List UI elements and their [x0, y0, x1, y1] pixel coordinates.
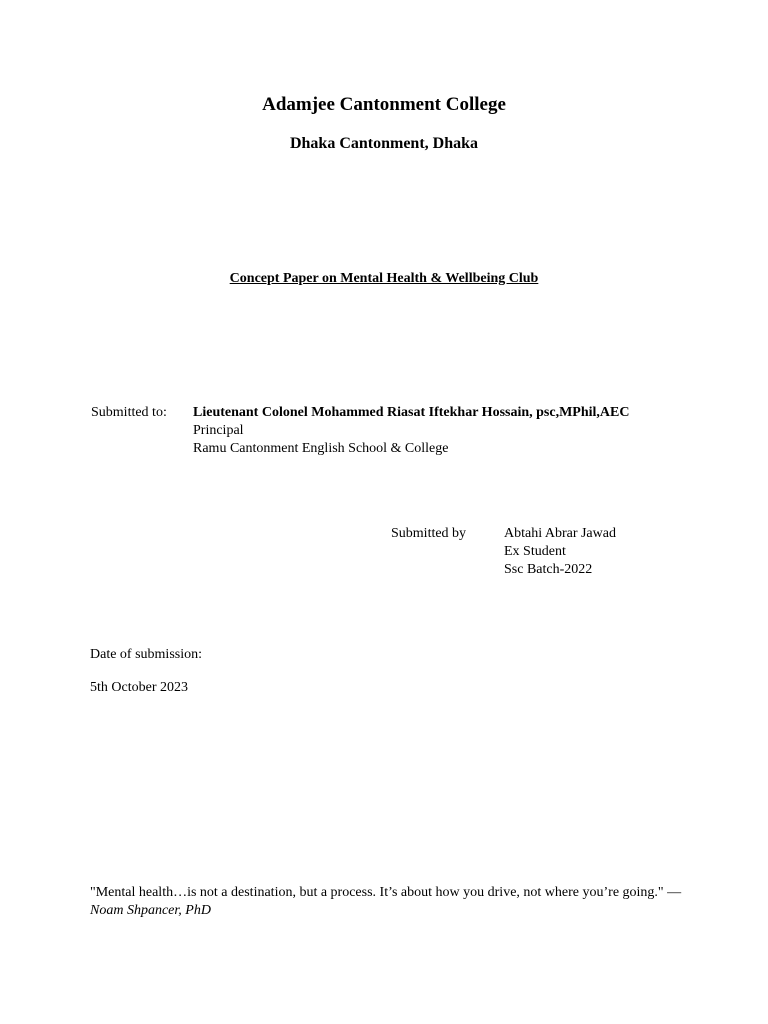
- quote-text: "Mental health…is not a destination, but a process. It’s about how you drive, not where you’re going." —: [90, 885, 682, 900]
- recipient-block: [193, 404, 629, 458]
- college-location: Dhaka Cantonment, Dhaka: [289, 135, 479, 152]
- sender-block: [504, 525, 616, 579]
- recipient-designation: Principal: [193, 423, 244, 438]
- submission-date: 5th October 2023: [90, 680, 188, 695]
- recipient-institution: Ramu Cantonment English School & College: [193, 441, 449, 456]
- submitted-by-label: Submitted by: [391, 526, 467, 541]
- submitted-to-label: Submitted to:: [91, 405, 167, 420]
- sender-name: Abtahi Abrar Jawad: [504, 526, 616, 541]
- sender-batch: Ssc Batch-2022: [504, 562, 593, 577]
- recipient-name: Lieutenant Colonel Mohammed Riasat Iftekhar Hossain, psc,MPhil,AEC: [193, 405, 630, 420]
- submission-date-label: Date of submission:: [90, 647, 202, 662]
- sender-status: Ex Student: [504, 544, 566, 559]
- paper-title: Concept Paper on Mental Health & Wellbeing Club: [229, 271, 539, 286]
- quote: [90, 884, 690, 920]
- quote-author: Noam Shpancer, PhD: [90, 903, 211, 918]
- college-name: Adamjee Cantonment College: [262, 94, 506, 115]
